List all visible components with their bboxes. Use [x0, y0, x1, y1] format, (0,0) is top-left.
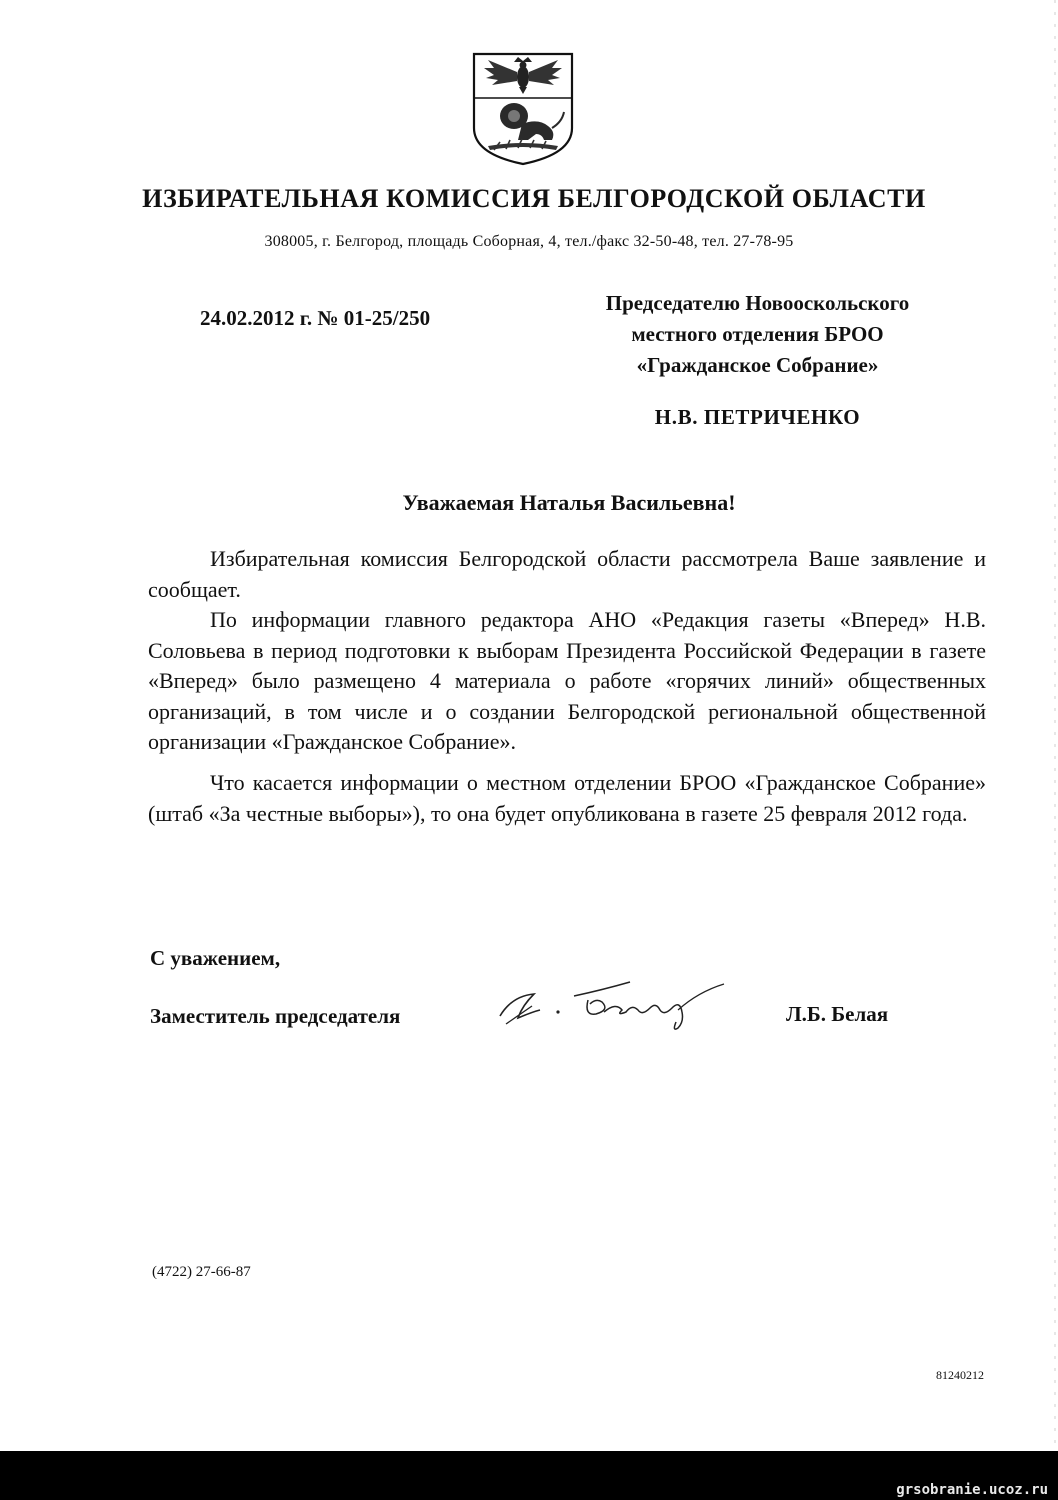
recipient-line: Председателю Новооскольского [605, 291, 910, 315]
site-watermark: grsobranie.ucoz.ru [896, 1482, 1048, 1498]
footer-bar [0, 1451, 1058, 1500]
recipient-block [560, 288, 955, 381]
recipient-line: местного отделения БРОО [631, 322, 884, 346]
body-paragraph: Что касается информации о местном отделении БРОО «Гражданское Собрание» (штаб «За честные выборы»), то она будет опубликована в газете 25 февраля 2012 года. [148, 770, 986, 826]
recipient-line: «Гражданское Собрание» [636, 353, 879, 377]
handwritten-signature [492, 966, 752, 1036]
body-paragraph: Избирательная комиссия Белгородской области рассмотрела Ваше заявление и сообщает. [148, 546, 986, 602]
body-paragraph: По информации главного редактора АНО «Редакция газеты «Вперед» Н.В. Соловьева в период подготовки к выборам Президента Российской Федерации в газете «Вперед» было размещено 4 материала о работе «горячих линий» общественных организаций, в том числе и о создании Белгородской региональной общественной организации «Гражданское Собрание». [148, 607, 986, 754]
salutation: Уважаемая Наталья Васильевна! [402, 490, 736, 515]
recipient-name: Н.В. ПЕТРИЧЕНКО [654, 405, 861, 429]
scan-edge-marks [1040, 0, 1058, 1451]
closing-text: С уважением, [150, 946, 281, 970]
document-code: 81240212 [936, 1368, 984, 1382]
organization-address: 308005, г. Белгород, площадь Соборная, 4, тел./факс 32-50-48, тел. 27-78-95 [264, 233, 794, 250]
contact-phone: (4722) 27-66-87 [152, 1264, 251, 1280]
document-reference: 24.02.2012 г. № 01-25/250 [200, 306, 431, 330]
signatory-position: Заместитель председателя [150, 1004, 401, 1028]
organization-title: ИЗБИРАТЕЛЬНАЯ КОМИССИЯ БЕЛГОРОДСКОЙ ОБЛАСТИ [142, 184, 926, 213]
coat-of-arms-icon [470, 50, 576, 168]
signatory-name: Л.Б. Белая [786, 1002, 889, 1026]
